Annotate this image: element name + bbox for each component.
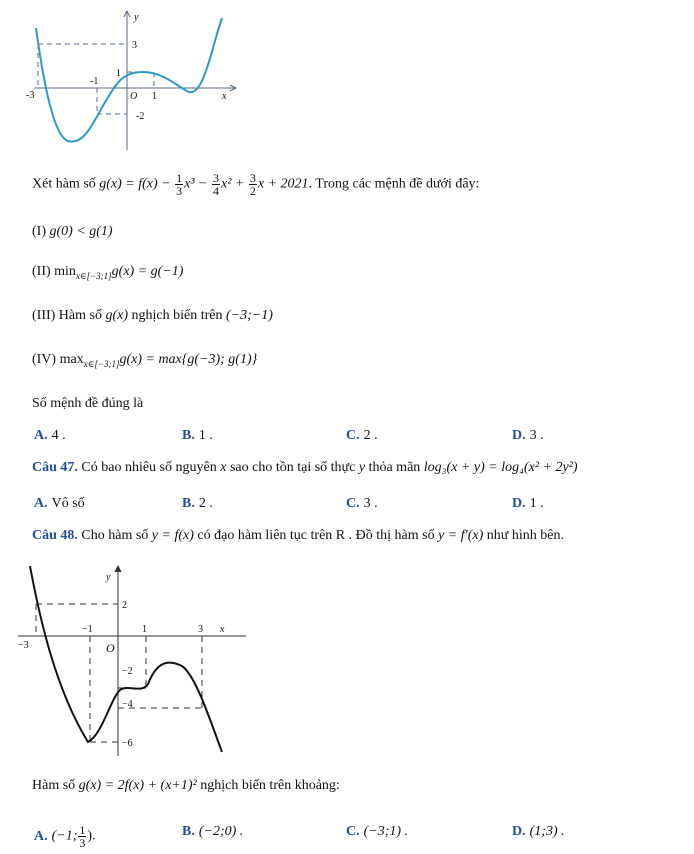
tick-neg1: -1 (90, 76, 99, 87)
q47-text: Câu 47. Có bao nhiêu số nguyên x sao cho tồn tại số thực y thỏa mãn log₃(x + y) = log₄(x² + 2y²) (32, 460, 578, 475)
q46-question: Số mệnh đề đúng là (32, 396, 144, 411)
q46-option-a[interactable]: A. 4 . (34, 428, 66, 443)
q47-option-b[interactable]: B. 2 . (182, 496, 213, 511)
y-label-1: y (134, 12, 139, 23)
graph-f-prime-1 (24, 6, 244, 154)
y-label-2: y (106, 572, 111, 583)
tick-3: 3 (132, 40, 137, 51)
x-label-2: x (220, 624, 225, 635)
tick-x1: 1 (152, 91, 157, 102)
x-label-1: x (222, 91, 227, 102)
statement-2: (II) $\min_{x\in[-3;1]}g(x) = g(-1)$ (32, 264, 184, 281)
tick-1: 1 (116, 68, 121, 79)
q47-option-a[interactable]: A. Vô số (34, 496, 85, 511)
curve-f-prime-2 (30, 566, 222, 752)
tick-neg3: -3 (26, 90, 35, 101)
q48-question: Hàm số g(x) = 2f(x) + (x+1)² nghịch biến trên khoảng: (32, 778, 340, 793)
q47-option-d[interactable]: D. 1 . (512, 496, 544, 511)
q46-option-d[interactable]: D. 3 . (512, 428, 544, 443)
origin-2: O (106, 641, 115, 655)
q46-option-c[interactable]: C. 2 . (346, 428, 378, 443)
statement-4: (IV) $\max_{x\in[-3;1]}g(x) = \max\{g(-3)$; g(1)} (32, 352, 258, 369)
q46-option-b[interactable]: B. 1 . (182, 428, 213, 443)
statement-1: (I) g(0) < g(1) (32, 224, 113, 239)
statement-3: (III) Hàm số g(x) nghịch biến trên (−3;−1) (32, 308, 273, 323)
curve-f-prime-1 (36, 18, 222, 142)
q48-option-a[interactable]: A. (−1; $\frac{1}{3}$ ). (34, 823, 96, 850)
tick-x3-2: 3 (198, 624, 203, 635)
q48-option-b[interactable]: B. (−2;0) . (182, 824, 244, 839)
tick-neg1-2: −1 (82, 624, 93, 635)
tick-neg3-2: −3 (18, 640, 29, 651)
q48-option-d[interactable]: D. (1;3) . (512, 824, 565, 839)
tick-neg4-2: −4 (122, 699, 133, 710)
tick-2: 2 (122, 600, 127, 611)
q47-option-c[interactable]: C. 3 . (346, 496, 378, 511)
tick-neg2: -2 (136, 111, 145, 122)
origin-1: O (130, 91, 138, 102)
q46-intro: Xét hàm số g(x) = f(x) − $\frac{1}{3}$ x³ − $\frac{3}{4}$ x² + $\frac{3}{2}$ x + 2021. Trong các mệnh đề dưới đây: (32, 171, 480, 198)
graph-f-prime-2 (16, 560, 252, 760)
q48-option-c[interactable]: C. (−3;1) . (346, 824, 409, 839)
tick-neg2-2: −2 (122, 666, 133, 677)
tick-x1-2: 1 (142, 624, 147, 635)
tick-neg6-2: −6 (122, 738, 133, 749)
q48-text: Câu 48. Cho hàm số y = f(x) có đạo hàm liên tục trên R . Đồ thị hàm số y = f′(x) như hình bên. (32, 528, 564, 543)
